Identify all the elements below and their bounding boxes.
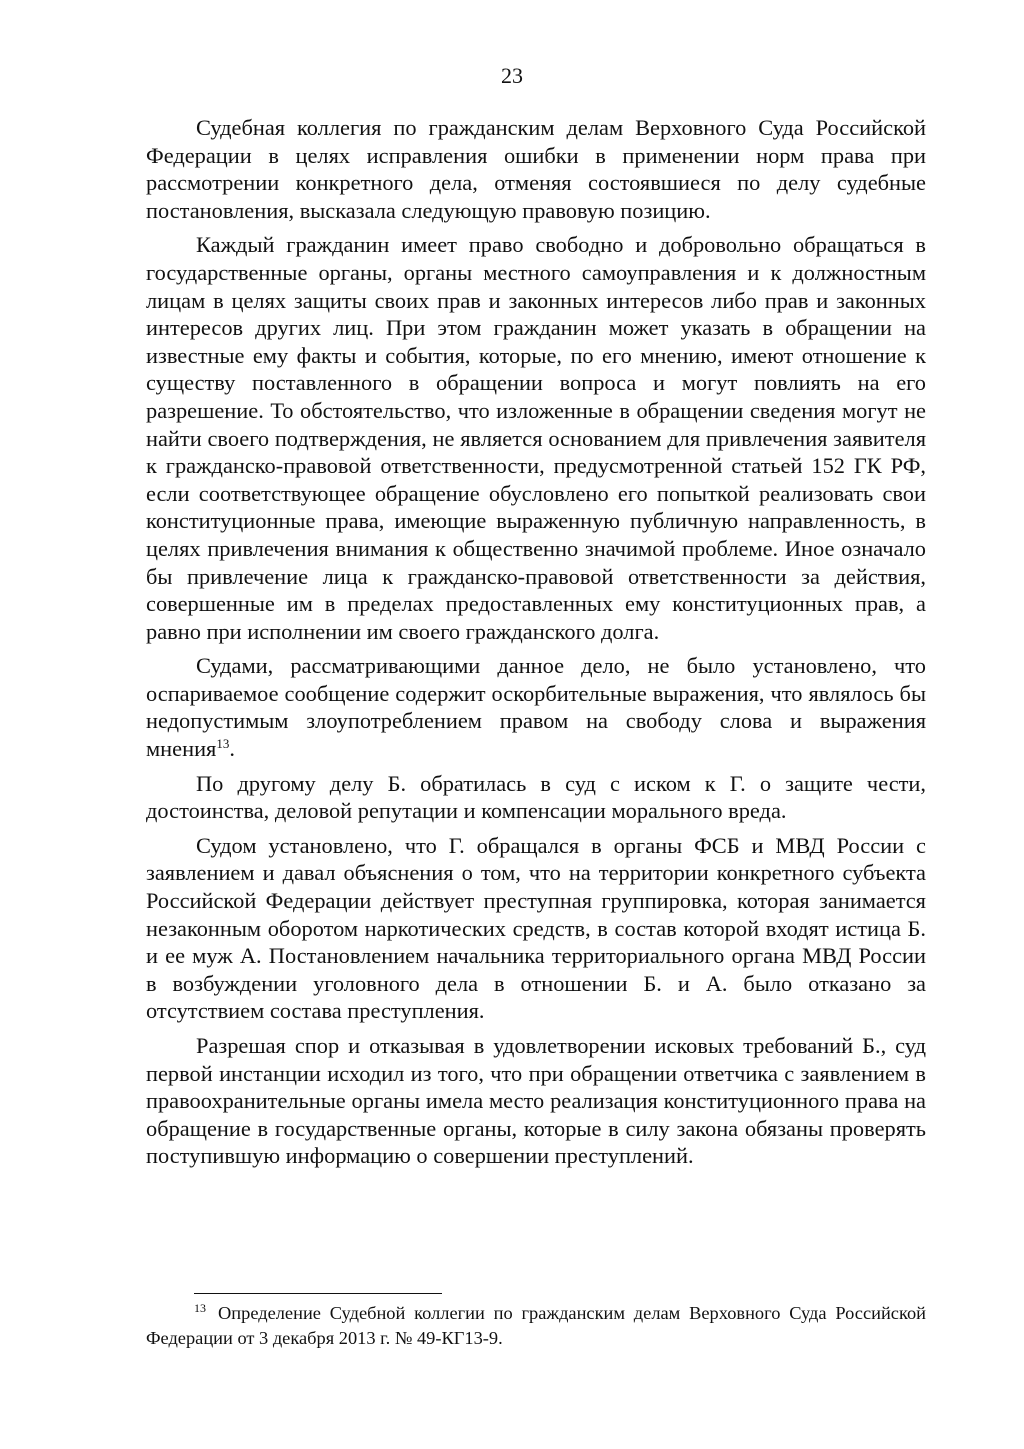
paragraph-1: Судебная коллегия по гражданским делам Верховного Суда Российской Федерации в целях исправления ошибки в применении норм права при рассмотрении конкретного дела, отменяя состоявшиеся по делу судебные постановления, высказала следующую правовую позицию. <box>146 115 926 223</box>
paragraph-3-end: . <box>229 736 235 762</box>
paragraph-3 <box>146 652 926 762</box>
main-text <box>146 114 926 1177</box>
paragraph-6: Разрешая спор и отказывая в удовлетворении исковых требований Б., суд первой инстанции исходил из того, что при обращении ответчика с заявлением в правоохранительные органы имела место реализация конституционного права на обращение в государственные органы, которые в силу закона обязаны проверять поступившую информацию о совершении преступлений. <box>146 1033 926 1169</box>
paragraph-5: Судом установлено, что Г. обращался в органы ФСБ и МВД России с заявлением и давал объяснения о том, что на территории конкретного субъекта Российской Федерации действует преступная группировка, которая занимается незаконным оборотом наркотических средств, в состав которой входят истица Б. и ее муж А. Постановлением начальника территориального органа МВД России в возбуждении уголовного дела в отношении Б. и А. было отказано за отсутствием состава преступления. <box>146 832 926 1024</box>
paragraph-4: По другому делу Б. обратилась в суд с иском к Г. о защите чести, достоинства, деловой репутации и компенсации морального вреда. <box>146 770 926 824</box>
paragraph-2: Каждый гражданин имеет право свободно и добровольно обращаться в государственные органы, органы местного самоуправления и к должностным лицам в целях защиты своих прав и законных интересов либо прав и законных интересов других лиц. При этом гражданин может указать в обращении на известные ему факты и события, которые, по его мнению, имеют отношение к существу поставленного в обращении вопроса и могут повлиять на его разрешение. То обстоятельство, что изложенные в обращении сведения могут не найти своего подтверждения, не является основанием для привлечения заявителя к гражданско-правовой ответственности, предусмотренной статьей 152 ГК РФ, если соответствующее обращение обусловлено его попыткой реализовать свои конституционные права, имеющие выраженную публичную направленность, в целях привлечения внимания к общественно значимой проблеме. Иное означало бы привлечение лица к гражданско-правовой ответственности за действия, совершенные им в пределах предоставленных ему конституционных прав, а равно при исполнении им своего гражданского долга. <box>146 232 926 644</box>
footnote-separator <box>194 1293 442 1294</box>
page-number: 23 <box>501 63 523 88</box>
footnote-reference[interactable]: 13 <box>216 736 230 752</box>
footnote <box>146 1301 926 1351</box>
footnote-number: 13 <box>194 1301 206 1315</box>
paragraph-3-text: Судами, рассматривающими данное дело, не было установлено, что оспариваемое сообщение содержит оскорбительные выражения, что являлось бы недопустимым злоупотреблением правом на свободу слова и выражения мнения <box>146 653 926 762</box>
footnote-text: Определение Судебной коллегии по гражданским делам Верховного Суда Российской Федерации от 3 декабря 2013 г. № 49-КГ13-9. <box>146 1303 926 1348</box>
